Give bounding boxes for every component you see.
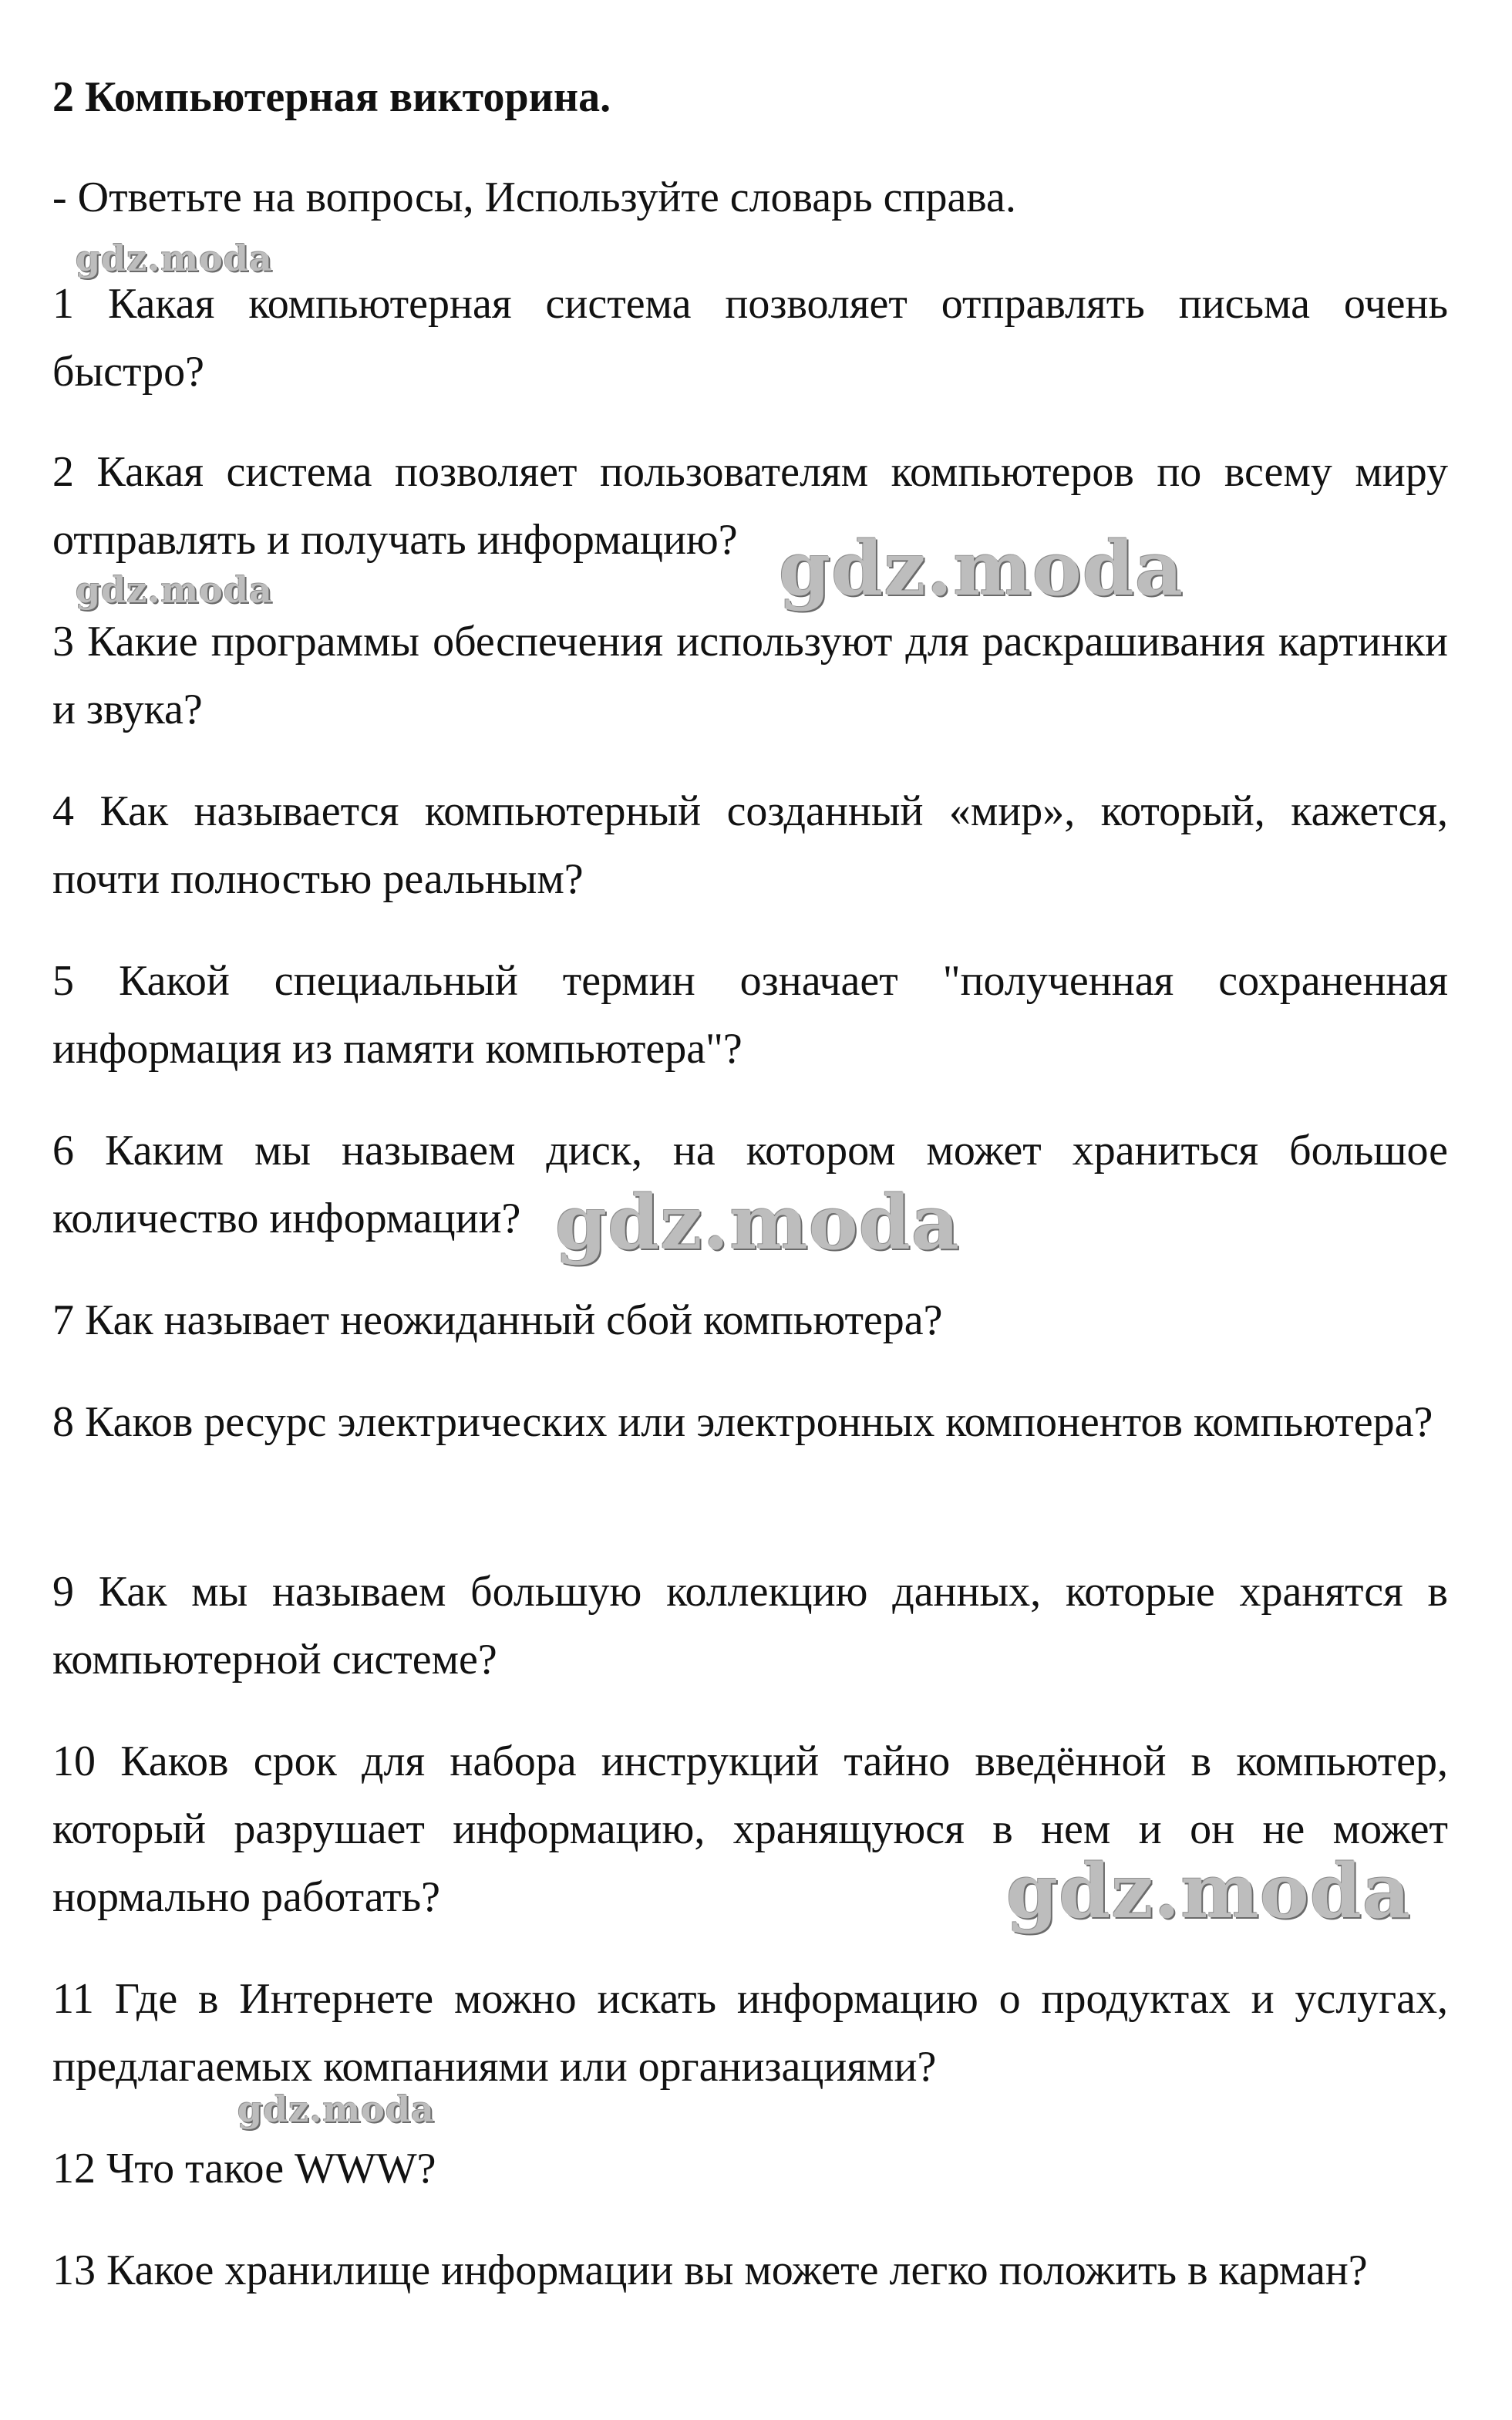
question-11: 11 Где в Интернете можно искать информацию о продуктах и услугах, предлагаемых компаниями или организациями?: [52, 1975, 1448, 2091]
question-9: 9 Как мы называем большую коллекцию данных, которые хранятся в компьютерной системе?: [52, 1568, 1448, 1684]
watermark: gdz.moda: [76, 569, 273, 611]
question-5: 5 Какой специальный термин означает "полученная сохраненная информация из памяти компьютера"?: [52, 957, 1448, 1073]
exercise-instruction: - Ответьте на вопросы, Используйте словарь справа.: [52, 174, 1016, 221]
watermark: gdz.moda: [237, 2088, 435, 2130]
question-4: 4 Как называется компьютерный созданный «мир», который, кажется, почти полностью реальным?: [52, 787, 1448, 903]
question-8: 8 Каков ресурс электрических или электронных компонентов компьютера?: [52, 1398, 1433, 1446]
watermark: gdz.moda: [1006, 1848, 1412, 1935]
question-7: 7 Как называет неожиданный сбой компьютера?: [52, 1296, 943, 1344]
question-10: 10 Каков срок для набора инструкций тайно введённой в компьютер, который разрушает информацию, хранящуюся в нем и он не может нормально работать?: [52, 1737, 1448, 1921]
watermark: gdz.moda: [76, 238, 273, 279]
watermark: gdz.moda: [555, 1179, 961, 1266]
question-1: 1 Какая компьютерная система позволяет отправлять письма очень быстро?: [52, 280, 1448, 396]
question-2: 2 Какая система позволяет пользователям компьютеров по всему миру отправлять и получать информацию?: [52, 448, 1448, 564]
question-6: 6 Каким мы называем диск, на котором может храниться большое количество информации?: [52, 1127, 1448, 1242]
watermark: gdz.moda: [779, 525, 1184, 612]
question-12: 12 Что такое WWW?: [52, 2145, 436, 2192]
question-13: 13 Какое хранилище информации вы можете легко положить в карман?: [52, 2246, 1368, 2294]
question-3: 3 Какие программы обеспечения используют для раскрашивания картинки и звука?: [52, 618, 1448, 733]
exercise-title: 2 Компьютерная викторина.: [52, 73, 611, 121]
